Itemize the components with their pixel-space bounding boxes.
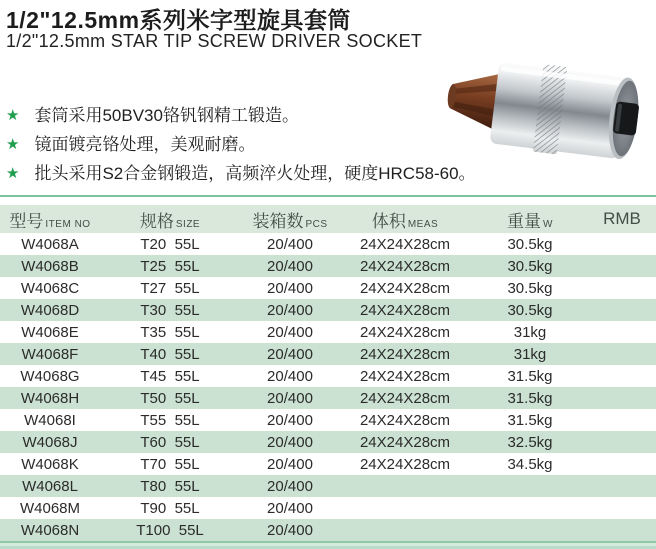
cell-meas: 24X24X28cm (359, 279, 451, 297)
cell-item-no: W4068L (22, 477, 78, 495)
table-row (0, 519, 656, 541)
separator-line (0, 195, 656, 197)
cell-pcs: 20/400 (267, 235, 313, 253)
header-en: SIZE (175, 218, 201, 230)
cell-pcs: 20/400 (267, 279, 313, 297)
cell-pcs: 20/400 (267, 477, 313, 495)
header-cn: 体积 (371, 211, 406, 231)
feature-item (6, 130, 436, 159)
cell-pcs: 20/400 (267, 411, 313, 429)
feature-text: 套筒采用50BV30铬钒钢精工锻造。 (34, 106, 299, 125)
table-row (0, 277, 656, 299)
cell-size: T55 55L (140, 411, 200, 429)
cell-item-no: W4068F (21, 345, 79, 363)
cell-item-no: W4068C (20, 279, 80, 297)
cell-meas: 24X24X28cm (359, 367, 451, 385)
header-item-no (0, 207, 100, 232)
footer-bar (0, 541, 656, 549)
feature-item (6, 101, 436, 130)
feature-text: 镜面镀亮铬处理，美观耐磨。 (34, 135, 256, 154)
cell-item-no: W4068E (21, 323, 79, 341)
cell-meas: 24X24X28cm (359, 235, 451, 253)
cell-meas: 24X24X28cm (359, 257, 451, 275)
cell-item-no: W4068A (21, 235, 79, 253)
star-bullet-icon: ★ (6, 136, 20, 153)
cell-size: T60 55L (140, 433, 200, 451)
header-pcs (240, 207, 340, 232)
cell-meas: 24X24X28cm (359, 323, 451, 341)
cell-pcs: 20/400 (267, 257, 313, 275)
product-photo (438, 40, 652, 178)
feature-list (6, 101, 476, 188)
page-title: 1/2"12.5mm系列米字型旋具套筒 (6, 7, 352, 33)
header-en: PCS (305, 218, 328, 230)
header-rmb (590, 209, 656, 229)
header-en: MEAS (407, 218, 439, 230)
cell-meas: 24X24X28cm (359, 389, 451, 407)
product-table (0, 205, 656, 541)
cell-size: T35 55L (140, 323, 200, 341)
socket-drawing (443, 53, 643, 164)
cell-weight: 31.5kg (507, 389, 553, 407)
cell-size: T90 55L (140, 499, 200, 517)
star-bullet-icon: ★ (6, 107, 20, 124)
table-row (0, 497, 656, 519)
cell-item-no: W4068G (20, 367, 80, 385)
header-weight (470, 207, 590, 232)
header-cn: 装箱数 (252, 211, 304, 231)
cell-size: T25 55L (140, 257, 200, 275)
table-header-row (0, 205, 656, 233)
cell-size: T20 55L (140, 235, 200, 253)
table-row (0, 321, 656, 343)
cell-meas: 24X24X28cm (359, 345, 451, 363)
cell-size: T30 55L (140, 301, 200, 319)
cell-pcs: 20/400 (267, 521, 313, 539)
cell-item-no: W4068K (21, 455, 79, 473)
cell-weight: 31.5kg (507, 411, 553, 429)
cell-size: T80 55L (140, 477, 200, 495)
table-row (0, 343, 656, 365)
header-size (100, 207, 240, 232)
cell-item-no: W4068B (21, 257, 79, 275)
table-row (0, 299, 656, 321)
cell-weight: 30.5kg (507, 279, 553, 297)
cell-pcs: 20/400 (267, 345, 313, 363)
table-row (0, 409, 656, 431)
cell-pcs: 20/400 (267, 499, 313, 517)
cell-size: T40 55L (140, 345, 200, 363)
table-row (0, 475, 656, 497)
cell-pcs: 20/400 (267, 389, 313, 407)
cell-item-no: W4068H (20, 389, 80, 407)
cell-weight: 31.5kg (507, 367, 553, 385)
cell-item-no: W4068J (22, 433, 78, 451)
cell-size: T45 55L (140, 367, 200, 385)
cell-item-no: W4068M (19, 499, 81, 517)
cell-meas: 24X24X28cm (359, 301, 451, 319)
cell-weight: 30.5kg (507, 257, 553, 275)
header-cn: 规格 (139, 211, 174, 231)
cell-weight: 30.5kg (507, 235, 553, 253)
header-cn: RMB (603, 209, 641, 228)
feature-text: 批头采用S2合金钢锻造，高频淬火处理，硬度HRC58-60。 (34, 164, 476, 183)
cell-size: T70 55L (140, 455, 200, 473)
cell-meas: 24X24X28cm (359, 455, 451, 473)
cell-size: T27 55L (140, 279, 200, 297)
cell-item-no: W4068N (20, 521, 80, 539)
cell-weight: 31kg (513, 323, 547, 341)
cell-size: T100 55L (136, 521, 204, 539)
table-row (0, 431, 656, 453)
cell-pcs: 20/400 (267, 323, 313, 341)
table-row (0, 233, 656, 255)
table-row (0, 365, 656, 387)
header-en: ITEM NO (45, 218, 91, 230)
feature-item (6, 159, 476, 188)
cell-weight: 34.5kg (507, 455, 553, 473)
cell-meas: 24X24X28cm (359, 411, 451, 429)
cell-item-no: W4068D (20, 301, 80, 319)
header-cn: 型号 (9, 211, 44, 231)
cell-size: T50 55L (140, 389, 200, 407)
header-cn: 重量 (507, 211, 542, 231)
cell-item-no: W4068I (24, 411, 76, 429)
cell-meas: 24X24X28cm (359, 433, 451, 451)
table-body (0, 233, 656, 541)
table-row (0, 387, 656, 409)
cell-weight: 31kg (513, 345, 547, 363)
cell-pcs: 20/400 (267, 433, 313, 451)
page-subtitle: 1/2"12.5mm STAR TIP SCREW DRIVER SOCKET (6, 31, 423, 51)
header-meas (340, 207, 470, 232)
cell-pcs: 20/400 (267, 455, 313, 473)
cell-pcs: 20/400 (267, 301, 313, 319)
cell-pcs: 20/400 (267, 367, 313, 385)
cell-weight: 32.5kg (507, 433, 553, 451)
star-bullet-icon: ★ (6, 165, 20, 182)
table-row (0, 453, 656, 475)
cell-weight: 30.5kg (507, 301, 553, 319)
header-en: W (543, 218, 553, 230)
table-row (0, 255, 656, 277)
